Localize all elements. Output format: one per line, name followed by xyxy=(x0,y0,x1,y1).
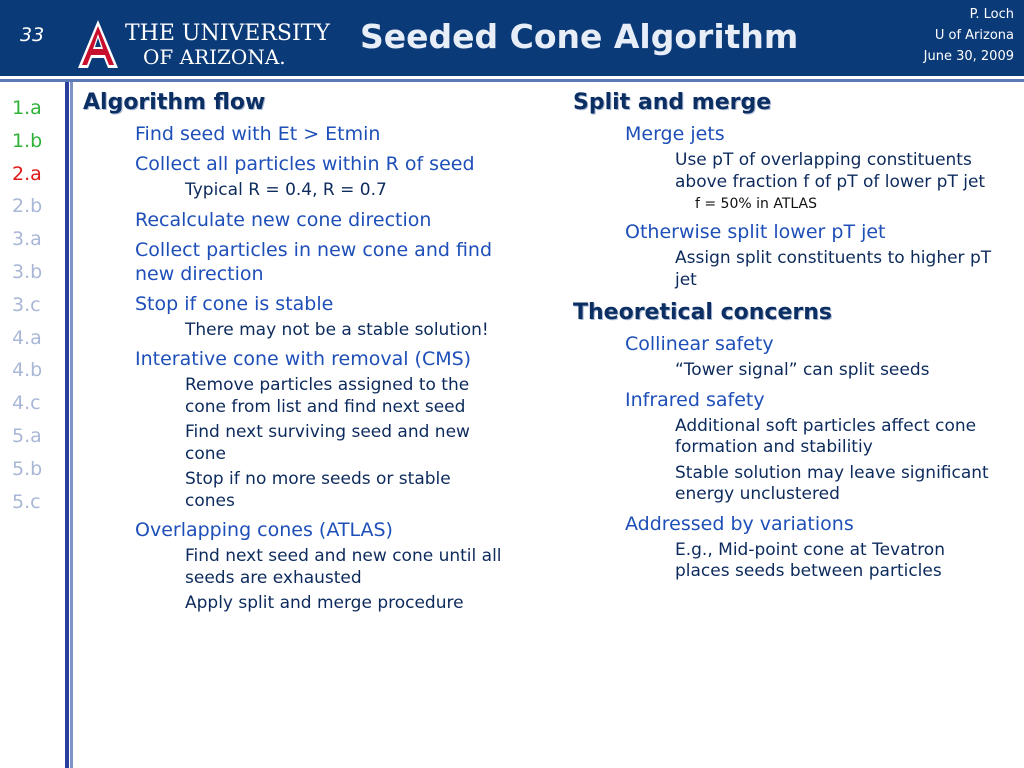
nav-item-2b[interactable]: 2.b xyxy=(12,195,43,218)
header-divider-accent xyxy=(0,79,1024,82)
bullet-overlapping: Overlapping cones (ATLAS) xyxy=(135,519,393,541)
nav-item-4b[interactable]: 4.b xyxy=(12,359,43,382)
bullet-typical-r: Typical R = 0.4, R = 0.7 xyxy=(185,180,387,200)
bullet-no-stable: There may not be a stable solution! xyxy=(185,319,489,340)
bullet-remove-particles: Remove particles assigned to the cone from list and find next seed xyxy=(185,375,470,417)
bullet-iterative: Interative cone with removal (CMS) xyxy=(135,348,472,370)
section-nav xyxy=(12,95,42,521)
heading-theoretical-concerns: Theoretical concerns xyxy=(573,300,833,325)
heading-split-merge: Split and merge xyxy=(573,90,772,115)
bullet-f-atlas: f = 50% in ATLAS xyxy=(695,196,817,212)
university-of-arizona-a-logo-icon xyxy=(76,18,120,70)
nav-item-5c[interactable]: 5.c xyxy=(12,490,41,513)
bullet-apply-split: Apply split and merge procedure xyxy=(185,593,464,613)
author: P. Loch xyxy=(969,7,1014,22)
nav-item-1a[interactable]: 1.a xyxy=(12,97,42,119)
nav-item-2a[interactable]: 2.a xyxy=(12,162,42,185)
slide-title: Seeded Cone Algorithm xyxy=(360,17,799,56)
sidebar-divider-accent xyxy=(70,82,73,768)
header-bar xyxy=(0,0,1024,76)
affiliation: U of Arizona xyxy=(934,28,1014,43)
bullet-stop-no-more: Stop if no more seeds or stable cones xyxy=(185,469,451,511)
nav-item-3c[interactable]: 3.c xyxy=(12,293,41,316)
bullet-otherwise-split: Otherwise split lower pT jet xyxy=(625,221,886,243)
nav-item-5a[interactable]: 5.a xyxy=(12,424,42,447)
bullet-infrared: Infrared safety xyxy=(625,388,765,411)
bullet-stop-stable: Stop if cone is stable xyxy=(135,292,334,315)
bullet-stable-solution: Stable solution may leave significant energy unclustered xyxy=(675,462,989,504)
bullet-collect-new: Collect particles in new cone and find new direction xyxy=(135,238,493,285)
bullet-find-next-seed: Find next seed and new cone until all seeds are exhausted xyxy=(185,546,502,588)
nav-item-3b[interactable]: 3.b xyxy=(12,260,43,283)
nav-item-3a[interactable]: 3.a xyxy=(12,228,42,251)
bullet-midpoint: E.g., Mid-point cone at Tevatron places seeds between particles xyxy=(675,539,945,581)
bullet-collinear: Collinear safety xyxy=(625,333,774,355)
nav-item-4a[interactable]: 4.a xyxy=(12,326,42,349)
university-name-line2: OF ARIZONA. xyxy=(143,45,286,69)
bullet-tower-signal: “Tower signal” can split seeds xyxy=(675,360,930,380)
date: June 30, 2009 xyxy=(923,49,1014,64)
bullet-collect-particles: Collect all particles within R of seed xyxy=(135,153,475,175)
nav-item-1b[interactable]: 1.b xyxy=(12,129,43,152)
university-name-line1: THE UNIVERSITY xyxy=(125,21,330,46)
bullet-use-pt: Use pT of overlapping constituents above fraction f of pT of lower pT jet xyxy=(675,150,986,192)
bullet-merge-jets: Merge jets xyxy=(625,123,725,145)
bullet-find-seed: Find seed with Et > Etmin xyxy=(135,123,381,145)
nav-item-5b[interactable]: 5.b xyxy=(12,457,43,480)
bullet-additional-soft: Additional soft particles affect cone formation and stabilitiy xyxy=(675,415,977,457)
bullet-assign-split: Assign split constituents to higher pT jet xyxy=(675,248,992,290)
heading-algorithm-flow: Algorithm flow xyxy=(83,90,266,115)
bullet-find-surviving: Find next surviving seed and new cone xyxy=(185,422,470,464)
slide-number: 33 xyxy=(20,24,45,46)
bullet-recalculate: Recalculate new cone direction xyxy=(135,208,432,231)
bullet-addressed: Addressed by variations xyxy=(625,512,854,535)
nav-item-4c[interactable]: 4.c xyxy=(12,392,41,415)
right-column xyxy=(573,88,1003,583)
sidebar-divider xyxy=(65,82,69,768)
left-column xyxy=(83,88,503,615)
